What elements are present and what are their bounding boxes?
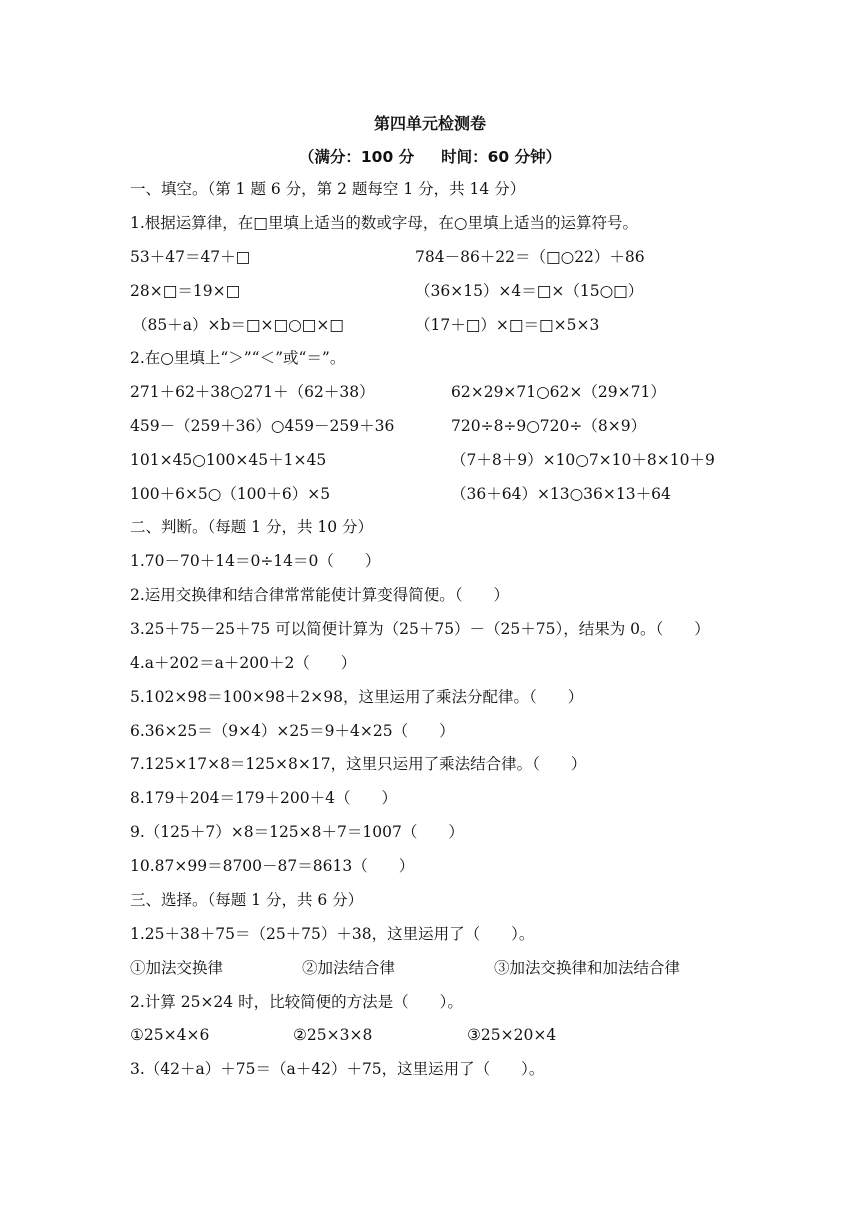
judge-item-4: 4.a＋202＝a＋200＋2（ ）	[130, 654, 357, 672]
choice-q1-option-1: ①加法交换律	[130, 959, 224, 977]
choice-q1-prompt: 1.25＋38＋75＝（25＋75）＋38，这里运用了（ ）。	[130, 925, 535, 943]
s1-q2-row4-right: （36＋64）×13○36×13＋64	[451, 485, 671, 503]
judge-item-5: 5.102×98＝100×98＋2×98，这里运用了乘法分配律。（ ）	[130, 688, 584, 706]
s1-q2-prompt: 2.在○里填上“＞”“＜”或“＝”。	[130, 349, 346, 367]
s1-q1-prompt: 1.根据运算律，在□里填上适当的数或字母，在○里填上适当的运算符号。	[130, 214, 638, 232]
s1-q2-row2-left: 459－（259＋36）○459－259＋36	[130, 417, 395, 435]
section-2-heading: 二、判断。（每题 1 分，共 10 分）	[130, 518, 374, 536]
choice-q2-option-1: ①25×4×6	[130, 1026, 210, 1044]
s1-q1-row3-right: （17＋□）×□＝□×5×3	[415, 316, 600, 334]
page-title: 第四单元检测卷	[373, 114, 486, 133]
s1-q2-row3-right: （7＋8＋9）×10○7×10＋8×10＋9	[451, 451, 715, 469]
s1-q2-row1-right: 62×29×71○62×（29×71）	[451, 383, 666, 401]
judge-item-10: 10.87×99＝8700－87＝8613（ ）	[130, 857, 415, 875]
section-3-heading: 三、选择。（每题 1 分，共 6 分）	[130, 891, 364, 909]
judge-item-8: 8.179＋204＝179＋200＋4（ ）	[130, 789, 397, 807]
s1-q2-row3-left: 101×45○100×45＋1×45	[130, 451, 327, 469]
section-1-heading: 一、填空。（第 1 题 6 分，第 2 题每空 1 分，共 14 分）	[130, 180, 526, 198]
choice-q2-prompt: 2.计算 25×24 时，比较简便的方法是（ ）。	[130, 993, 463, 1011]
s1-q2-row4-left: 100＋6×5○（100＋6）×5	[130, 485, 331, 503]
judge-item-2: 2.运用交换律和结合律常常能使计算变得简便。（ ）	[130, 586, 510, 604]
judge-item-7: 7.125×17×8＝125×8×17，这里只运用了乘法结合律。（ ）	[130, 755, 587, 773]
judge-item-9: 9.（125＋7）×8＝125×8＋7＝1007（ ）	[130, 823, 464, 841]
s1-q1-row3-left: （85＋a）×b＝□×□○□×□	[132, 316, 344, 334]
page-subtitle: （满分：100 分 时间：60 分钟）	[298, 148, 562, 166]
s1-q1-row1-left: 53＋47＝47＋□	[130, 248, 251, 266]
choice-q1-option-2: ②加法结合律	[302, 959, 396, 977]
judge-item-3: 3.25＋75－25＋75 可以简便计算为（25＋75）－（25＋75），结果为 0。（ ）	[130, 620, 710, 638]
choice-q2-option-2: ②25×3×8	[293, 1026, 373, 1044]
s1-q2-row1-left: 271＋62＋38○271＋（62＋38）	[130, 383, 375, 401]
s1-q2-row2-right: 720÷8÷9○720÷（8×9）	[451, 417, 647, 435]
judge-item-6: 6.36×25＝（9×4）×25＝9＋4×25（ ）	[130, 722, 455, 740]
s1-q1-row2-left: 28×□＝19×□	[130, 282, 241, 300]
s1-q1-row1-right: 784－86＋22＝（□○22）＋86	[415, 248, 645, 266]
s1-q1-row2-right: （36×15）×4＝□×（15○□）	[415, 282, 644, 300]
choice-q3-prompt: 3.（42＋a）＋75＝（a＋42）＋75，这里运用了（ ）。	[130, 1060, 545, 1078]
choice-q2-option-3: ③25×20×4	[467, 1026, 557, 1044]
judge-item-1: 1.70－70＋14＝0÷14＝0（ ）	[130, 552, 381, 570]
choice-q1-option-3: ③加法交换律和加法结合律	[494, 959, 681, 977]
